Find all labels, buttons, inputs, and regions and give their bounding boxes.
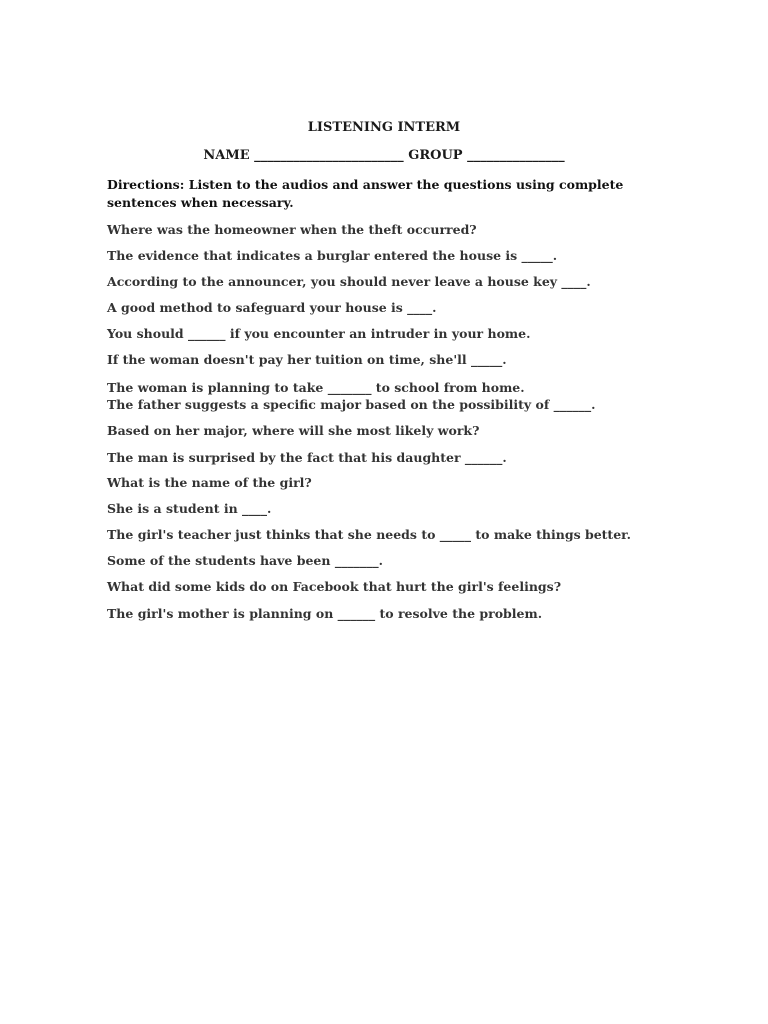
name-group-line: NAME _______________________ GROUP _______________ [203, 148, 565, 163]
question-1: Where was the homeowner when the theft occurred? [107, 222, 477, 237]
question-14: Some of the students have been _______. [107, 553, 383, 568]
question-3: According to the announcer, you should never leave a house key ____. [107, 274, 591, 289]
question-9: Based on her major, where will she most likely work? [107, 423, 480, 438]
question-7: The woman is planning to take _______ to school from home. [107, 380, 525, 395]
question-2: The evidence that indicates a burglar entered the house is _____. [107, 248, 558, 263]
question-10: The man is surprised by the fact that his daughter ______. [107, 450, 507, 465]
question-13: The girl's teacher just thinks that she needs to _____ to make things better. [107, 527, 631, 542]
worksheet-title: LISTENING INTERM [307, 120, 461, 135]
question-15: What did some kids do on Facebook that hurt the girl's feelings? [107, 579, 562, 594]
question-12: She is a student in ____. [107, 501, 272, 516]
question-4: A good method to safeguard your house is ____. [107, 300, 437, 315]
question-6: If the woman doesn't pay her tuition on time, she'll _____. [107, 352, 507, 367]
question-5: You should ______ if you encounter an intruder in your home. [107, 326, 531, 341]
question-8: The father suggests a specific major based on the possibility of ______. [107, 397, 596, 412]
question-11: What is the name of the girl? [107, 475, 312, 490]
directions-text: Directions: Listen to the audios and answer the questions using complete sentences when necessary. [107, 177, 624, 210]
question-16: The girl's mother is planning on ______ to resolve the problem. [107, 606, 543, 621]
